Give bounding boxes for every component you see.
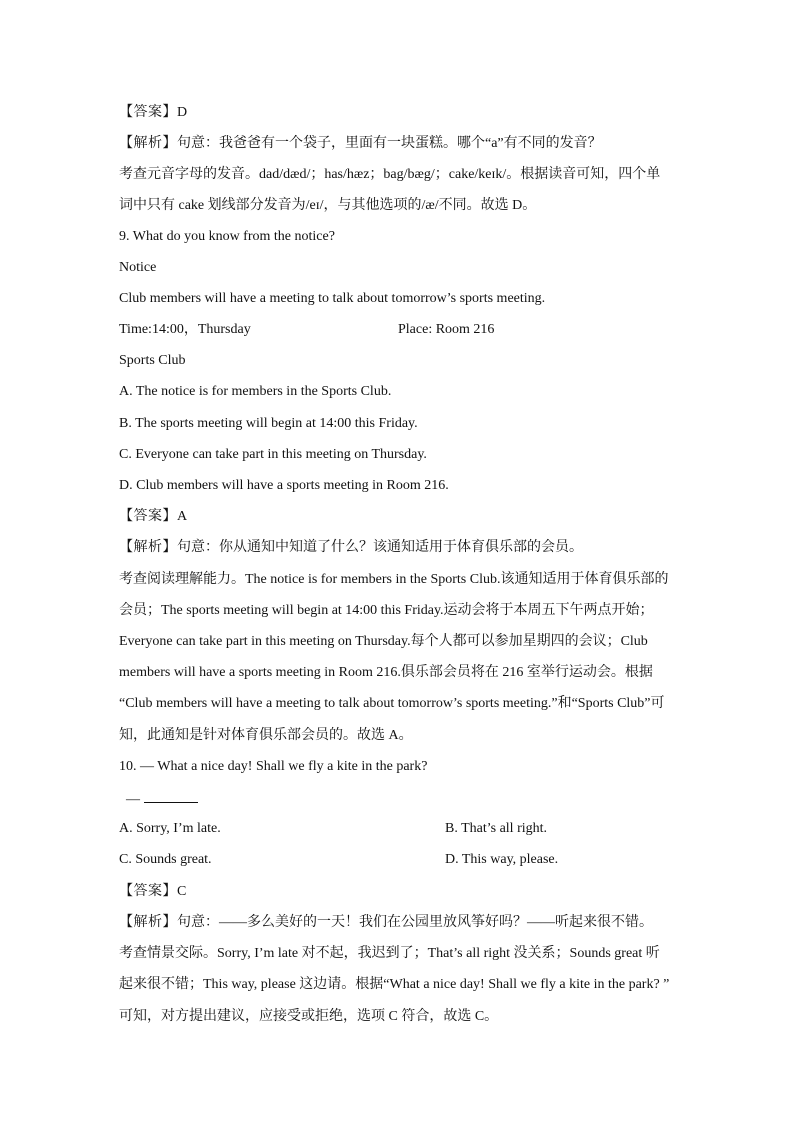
q9-analysis-line-5: members will have a sports meeting in Room 216.俱乐部会员将在 216 室举行运动会。根据 — [119, 665, 653, 680]
q10-analysis-line-1 — [119, 914, 653, 932]
q9-option-b: B. The sports meeting will begin at 14:00 this Friday. — [119, 416, 418, 431]
answer-label: 【答案】 — [119, 884, 177, 899]
response-dash: — — [126, 792, 140, 807]
q9-answer — [119, 508, 187, 526]
q9-question: 9. What do you know from the notice? — [119, 229, 335, 244]
answer-label: 【答案】 — [119, 105, 177, 120]
analysis-text: 句意：——多么美好的一天！我们在公园里放风筝好吗？——听起来很不错。 — [177, 915, 653, 930]
notice-place: Place: Room 216 — [398, 322, 495, 337]
q8-analysis-line-3: 词中只有 cake 划线部分发音为/eɪ/，与其他选项的/æ/不同。故选 D。 — [119, 198, 537, 213]
q9-analysis-line-4: Everyone can take part in this meeting on Thursday.每个人都可以参加星期四的会议；Club — [119, 634, 648, 649]
analysis-label: 【解析】 — [119, 136, 177, 151]
analysis-label: 【解析】 — [119, 540, 177, 555]
answer-value: D — [177, 105, 188, 120]
notice-signature: Sports Club — [119, 353, 186, 368]
q9-option-a: A. The notice is for members in the Sports Club. — [119, 384, 392, 399]
q10-option-c: C. Sounds great. — [119, 852, 212, 867]
answer-label: 【答案】 — [119, 509, 177, 524]
q9-analysis-line-1 — [119, 539, 583, 557]
analysis-text: 句意：我爸爸有一个袋子，里面有一块蛋糕。哪个“a”有不同的发音？ — [177, 136, 602, 151]
answer-value: C — [177, 884, 187, 899]
q8-analysis-line-2: 考查元音字母的发音。dad/dæd/；has/hæz；bag/bæg/；cake/keɪk/。根据读音可知，四个单 — [119, 167, 661, 182]
q8-answer — [119, 104, 187, 122]
analysis-label: 【解析】 — [119, 915, 177, 930]
q10-option-d: D. This way, please. — [445, 852, 559, 867]
q10-question: 10. — What a nice day! Shall we fly a kite in the park? — [119, 759, 428, 774]
q10-option-a: A. Sorry, I’m late. — [119, 821, 221, 836]
q9-analysis-line-3: 会员；The sports meeting will begin at 14:00 this Friday.运动会将于本周五下午两点开始； — [119, 603, 654, 618]
analysis-text: 句意：你从通知中知道了什么？该通知适用于体育俱乐部的会员。 — [177, 540, 583, 555]
q10-analysis-line-4: 可知，对方提出建议，应接受或拒绝，选项 C 符合，故选 C。 — [119, 1009, 499, 1024]
q10-analysis-line-3: 起来很不错；This way, please 这边请。根据“What a nice day! Shall we fly a kite in the park? ” — [119, 977, 670, 992]
q9-analysis-line-2: 考查阅读理解能力。The notice is for members in the Sports Club.该通知适用于体育俱乐部的 — [119, 572, 669, 587]
notice-title: Notice — [119, 260, 157, 275]
q9-option-c: C. Everyone can take part in this meeting on Thursday. — [119, 447, 427, 462]
notice-time: Time:14:00，Thursday — [119, 322, 251, 337]
q8-analysis-line-1 — [119, 135, 602, 153]
q9-analysis-line-7: 知，此通知是针对体育俱乐部会员的。故选 A。 — [119, 728, 413, 743]
notice-body: Club members will have a meeting to talk about tomorrow’s sports meeting. — [119, 291, 546, 306]
q10-answer — [119, 883, 186, 901]
q10-option-b: B. That’s all right. — [445, 821, 548, 836]
q9-analysis-line-6: “Club members will have a meeting to talk about tomorrow’s sports meeting.”和“Sports Club”可 — [119, 696, 665, 711]
q10-analysis-line-2: 考查情景交际。Sorry, I’m late 对不起，我迟到了；That’s all right 没关系；Sounds great 听 — [119, 946, 660, 961]
q9-option-d: D. Club members will have a sports meeting in Room 216. — [119, 478, 449, 493]
answer-blank — [144, 789, 198, 803]
answer-value: A — [177, 509, 188, 524]
q10-response-blank — [126, 789, 198, 809]
